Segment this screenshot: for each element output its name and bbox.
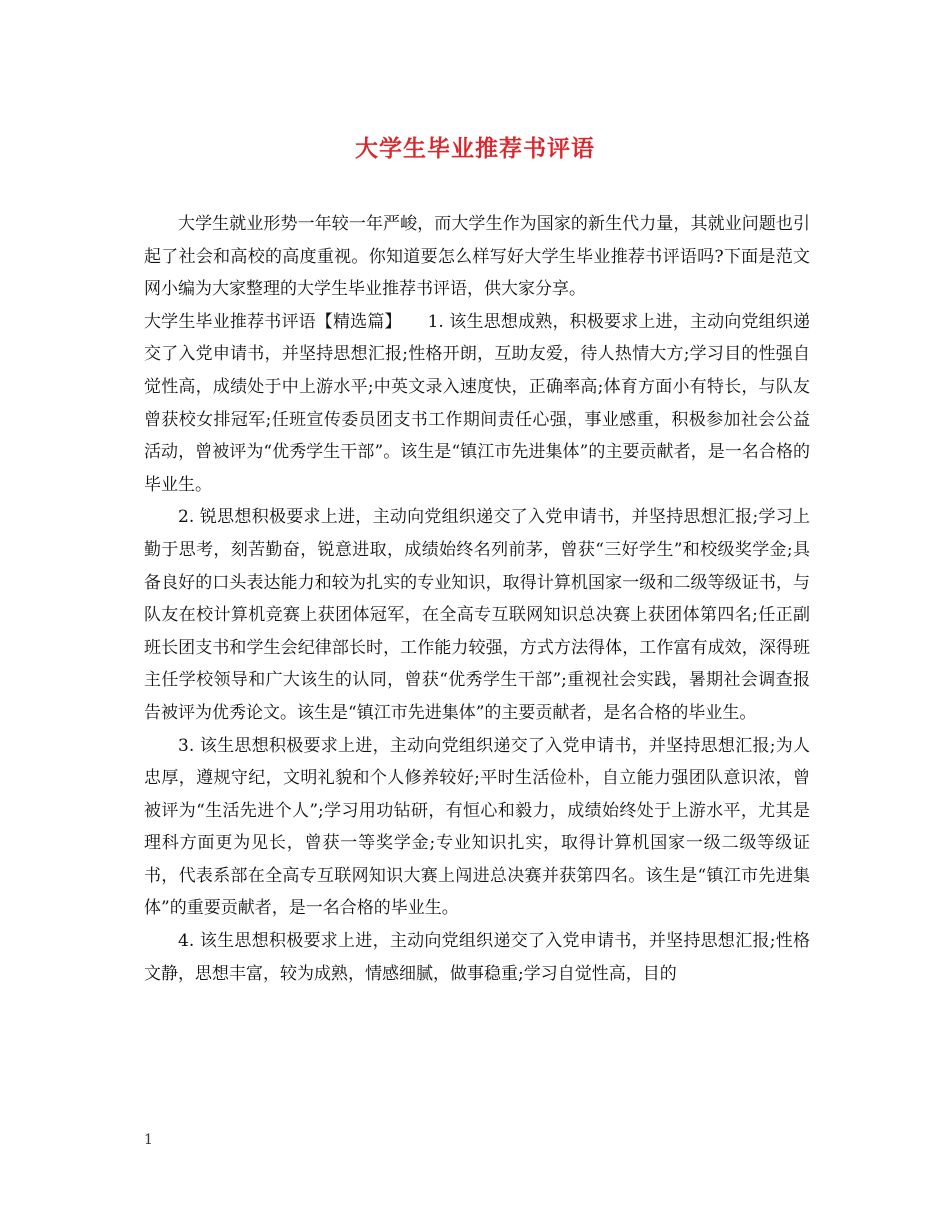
comment-paragraph-3: 3. 该生思想积极要求上进，主动向党组织递交了入党申请书，并坚持思想汇报;为人忠厚，遵规守纪，文明礼貌和个人修养较好;平时生活俭朴，自立能力强团队意识浓，曾被评为“生活先进个人”;学习用功钻研，有恒心和毅力，成绩始终处于上游水平，尤其是理科方面更为见长，曾获一等奖学金;专业知识扎实，取得计算机国家一级二级等级证书，代表系部在全高专互联网知识大赛上闯进总决赛并获第四名。该生是“镇江市先进集体”的重要贡献者，是一名合格的毕业生。 xyxy=(144,735,810,919)
page-number: 1 xyxy=(144,1132,153,1148)
document-body xyxy=(144,208,810,990)
intro-paragraph: 大学生就业形势一年较一年严峻，而大学生作为国家的新生代力量，其就业问题也引起了社会和高校的高度重视。你知道要怎么样写好大学生毕业推荐书评语吗?下面是范文网小编为大家整理的大学生毕业推荐书评语，供大家分享。 xyxy=(144,214,810,300)
comment-paragraph-4: 4. 该生思想积极要求上进，主动向党组织递交了入党申请书，并坚持思想汇报;性格文静，思想丰富，较为成熟，情感细腻，做事稳重;学习自觉性高，目的 xyxy=(144,931,810,984)
document-title: 大学生毕业推荐书评语 xyxy=(355,135,595,162)
comment-paragraph-2: 2. 锐思想积极要求上进，主动向党组织递交了入党申请书，并坚持思想汇报;学习上勤于思考，刻苦勤奋，锐意进取，成绩始终名列前茅，曾获“三好学生”和校级奖学金;具备良好的口头表达能力和较为扎实的专业知识，取得计算机国家一级和二级等级证书，与队友在校计算机竞赛上获团体冠军，在全高专互联网知识总决赛上获团体第四名;任正副班长团支书和学生会纪律部长时，工作能力较强，方式方法得体，工作富有成效，深得班主任学校领导和广大该生的认同，曾获“优秀学生干部”;重视社会实践，暑期社会调查报告被评为优秀论文。该生是“镇江市先进集体”的主要贡献者，是名合格的毕业生。 xyxy=(144,507,810,723)
selection-heading-paragraph: 大学生毕业推荐书评语【精选篇】 1. 该生思想成熟，积极要求上进，主动向党组织递交了入党申请书，并坚持思想汇报;性格开朗，互助友爱，待人热情大方;学习目的性强自觉性高，成绩处于中上游水平;中英文录入速度快，正确率高;体育方面小有特长，与队友曾获校女排冠军;任班宣传委员团支书工作期间责任心强，事业感重，积极参加社会公益活动，曾被评为“优秀学生干部”。该生是“镇江市先进集体”的主要贡献者，是一名合格的毕业生。 xyxy=(144,311,810,495)
